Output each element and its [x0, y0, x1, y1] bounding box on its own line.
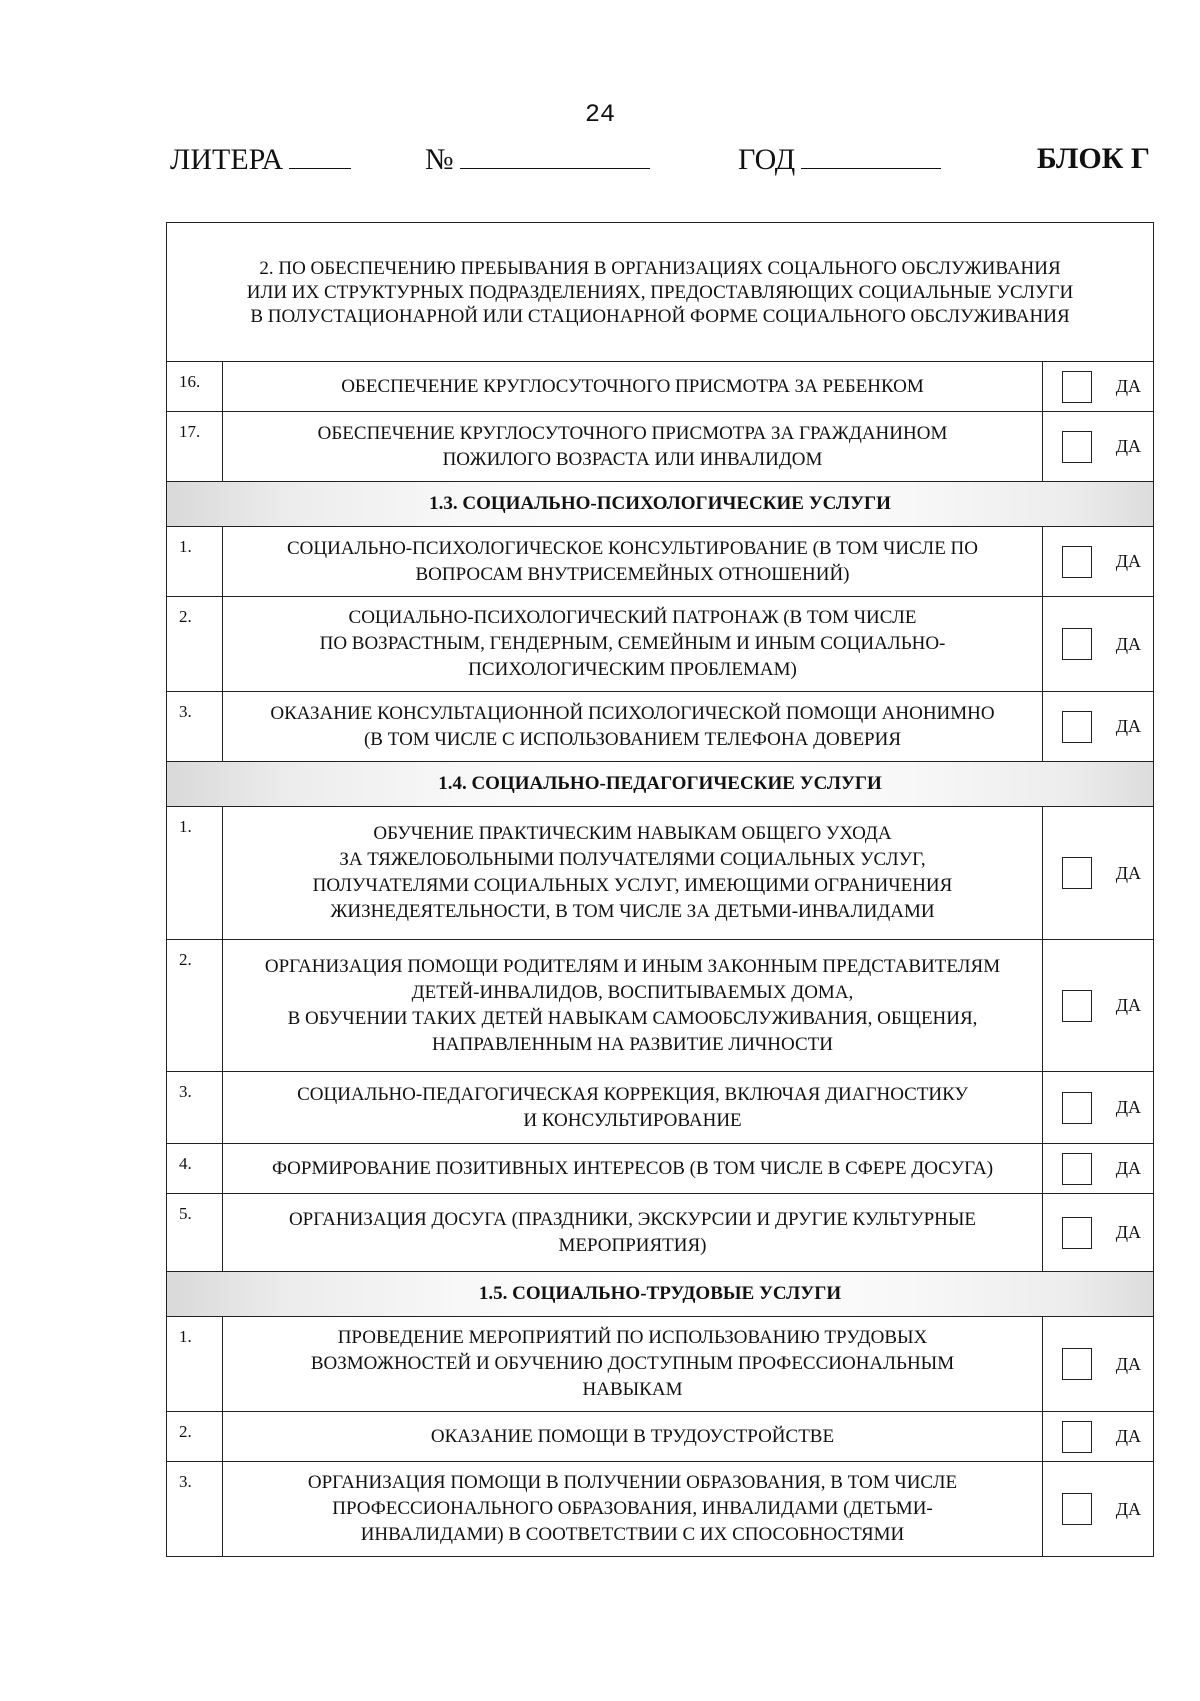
service-description-line: ПОЖИЛОГО ВОЗРАСТА ИЛИ ИНВАЛИДОМ — [442, 448, 823, 470]
service-description-line: (В ТОМ ЧИСЛЕ С ИСПОЛЬЗОВАНИЕМ ТЕЛЕФОНА ДОВЕРИЯ — [363, 728, 902, 750]
row-number: 2. — [167, 940, 223, 1072]
yes-option — [1043, 431, 1153, 463]
row-number: 1. — [167, 807, 223, 940]
check-cell — [1043, 527, 1154, 597]
service-description-line: ПО ВОЗРАСТНЫМ, ГЕНДЕРНЫМ, СЕМЕЙНЫМ И ИНЫМ СОЦИАЛЬНО- — [319, 633, 946, 654]
yes-checkbox[interactable] — [1062, 546, 1092, 578]
row-number: 2. — [167, 1412, 223, 1462]
row-number: 5. — [167, 1194, 223, 1272]
service-description-line: ПРОФЕССИОНАЛЬНОГО ОБРАЗОВАНИЯ, ИНВАЛИДАМИ (ДЕТЬМИ- — [332, 1498, 933, 1519]
yes-label: ДА — [1115, 1353, 1142, 1374]
service-row — [167, 692, 1154, 762]
intro-line: В ПОЛУСТАЦИОНАРНОЙ ИЛИ СТАЦИОНАРНОЙ ФОРМЕ СОЦИАЛЬНОГО ОБСЛУЖИВАНИЯ — [250, 306, 1070, 327]
row-number: 17. — [167, 412, 223, 482]
service-description-line: СОЦИАЛЬНО-ПСИХОЛОГИЧЕСКОЕ КОНСУЛЬТИРОВАНИЕ (В ТОМ ЧИСЛЕ ПО — [287, 537, 978, 559]
row-number: 3. — [167, 1072, 223, 1144]
service-row — [167, 362, 1154, 412]
section-row — [167, 1272, 1154, 1317]
service-description-line: НАВЫКАМ — [582, 1379, 683, 1400]
service-description-line: ЖИЗНЕДЕЯТЕЛЬНОСТИ, В ТОМ ЧИСЛЕ ЗА ДЕТЬМИ-ИНВАЛИДАМИ — [330, 901, 935, 922]
block-label: БЛОК Г — [1036, 142, 1150, 175]
yes-option — [1043, 711, 1153, 743]
service-description-line: ПОЛУЧАТЕЛЯМИ СОЦИАЛЬНЫХ УСЛУГ, ИМЕЮЩИМИ ОГРАНИЧЕНИЯ — [312, 875, 953, 896]
yes-label: ДА — [1115, 436, 1142, 456]
yes-option — [1043, 1493, 1153, 1525]
service-description — [223, 1412, 1043, 1462]
service-description-line: ОБЕСПЕЧЕНИЕ КРУГЛОСУТОЧНОГО ПРИСМОТРА ЗА ГРАЖДАНИНОМ — [317, 422, 948, 444]
yes-checkbox[interactable] — [1062, 371, 1092, 403]
yes-option — [1043, 371, 1153, 403]
row-number: 4. — [167, 1144, 223, 1194]
service-description — [223, 1072, 1043, 1144]
check-cell — [1043, 1072, 1154, 1144]
service-row — [167, 1072, 1154, 1144]
service-description-line: В ОБУЧЕНИИ ТАКИХ ДЕТЕЙ НАВЫКАМ САМООБСЛУЖИВАНИЯ, ОБЩЕНИЯ, — [287, 1007, 978, 1029]
service-row — [167, 1412, 1154, 1462]
yes-checkbox[interactable] — [1062, 1493, 1092, 1525]
number-field — [425, 142, 650, 177]
check-cell — [1043, 1144, 1154, 1194]
year-field — [738, 142, 941, 177]
yes-checkbox[interactable] — [1062, 857, 1092, 889]
yes-label: ДА — [1115, 1158, 1142, 1178]
service-row — [167, 940, 1154, 1072]
service-description-line: ПРОВЕДЕНИЕ МЕРОПРИЯТИЙ ПО ИСПОЛЬЗОВАНИЮ ТРУДОВЫХ — [337, 1327, 928, 1348]
service-description-line: ОКАЗАНИЕ КОНСУЛЬТАЦИОННОЙ ПСИХОЛОГИЧЕСКОЙ ПОМОЩИ АНОНИМНО — [270, 702, 995, 724]
service-description-line: СОЦИАЛЬНО-ПСИХОЛОГИЧЕСКИЙ ПАТРОНАЖ (В ТОМ ЧИСЛЕ — [348, 607, 917, 628]
section-title: 1.3. СОЦИАЛЬНО-ПСИХОЛОГИЧЕСКИЕ УСЛУГИ — [167, 482, 1154, 527]
service-description-line: ВОПРОСАМ ВНУТРИСЕМЕЙНЫХ ОТНОШЕНИЙ) — [415, 563, 850, 585]
yes-checkbox[interactable] — [1062, 1421, 1092, 1453]
yes-checkbox[interactable] — [1062, 1092, 1092, 1124]
row-number: 1. — [167, 527, 223, 597]
yes-option — [1043, 1153, 1153, 1185]
yes-checkbox[interactable] — [1062, 1348, 1092, 1380]
check-cell — [1043, 1194, 1154, 1272]
yes-label: ДА — [1115, 862, 1142, 883]
yes-label: ДА — [1115, 1426, 1142, 1446]
section-row — [167, 762, 1154, 807]
form-header — [0, 142, 1200, 187]
service-row — [167, 807, 1154, 940]
row-number: 2. — [167, 597, 223, 692]
number-label: № — [425, 143, 454, 176]
service-description-line: ОБЕСПЕЧЕНИЕ КРУГЛОСУТОЧНОГО ПРИСМОТРА ЗА РЕБЕНКОМ — [341, 375, 924, 397]
check-cell — [1043, 597, 1154, 692]
service-description-line: И КОНСУЛЬТИРОВАНИЕ — [523, 1109, 742, 1131]
litera-blank[interactable] — [289, 142, 351, 169]
yes-option — [1043, 1421, 1153, 1453]
yes-option — [1043, 546, 1153, 578]
yes-checkbox[interactable] — [1062, 431, 1092, 463]
yes-label: ДА — [1115, 1097, 1142, 1117]
yes-label: ДА — [1115, 716, 1142, 736]
check-cell — [1043, 692, 1154, 762]
yes-option — [1043, 628, 1153, 660]
page-number: 24 — [584, 100, 615, 129]
yes-option — [1043, 857, 1153, 889]
service-description-line: ДЕТЕЙ-ИНВАЛИДОВ, ВОСПИТЫВАЕМЫХ ДОМА, — [411, 981, 854, 1003]
row-number: 3. — [167, 1462, 223, 1557]
service-description-line: ОБУЧЕНИЕ ПРАКТИЧЕСКИМ НАВЫКАМ ОБЩЕГО УХОДА — [373, 823, 892, 844]
check-cell — [1043, 412, 1154, 482]
service-description-line: МЕРОПРИЯТИЯ) — [558, 1234, 707, 1256]
service-description-line: ОКАЗАНИЕ ПОМОЩИ В ТРУДОУСТРОЙСТВЕ — [430, 1425, 835, 1447]
yes-checkbox[interactable] — [1062, 990, 1092, 1022]
yes-option — [1043, 1348, 1153, 1380]
yes-checkbox[interactable] — [1062, 1217, 1092, 1249]
yes-option — [1043, 1092, 1153, 1124]
service-description — [223, 412, 1043, 482]
service-description — [223, 1462, 1043, 1557]
intro-line: ИЛИ ИХ СТРУКТУРНЫХ ПОДРАЗДЕЛЕНИЯХ, ПРЕДОСТАВЛЯЮЩИХ СОЦИАЛЬНЫЕ УСЛУГИ — [246, 282, 1074, 303]
yes-label: ДА — [1115, 1222, 1142, 1242]
yes-label: ДА — [1115, 995, 1142, 1015]
service-description-line: ФОРМИРОВАНИЕ ПОЗИТИВНЫХ ИНТЕРЕСОВ (В ТОМ ЧИСЛЕ В СФЕРЕ ДОСУГА) — [271, 1157, 994, 1179]
service-row — [167, 527, 1154, 597]
section-row — [167, 482, 1154, 527]
year-blank[interactable] — [801, 142, 941, 169]
yes-label: ДА — [1115, 376, 1142, 396]
service-description-line: ВОЗМОЖНОСТЕЙ И ОБУЧЕНИЮ ДОСТУПНЫМ ПРОФЕССИОНАЛЬНЫМ — [310, 1353, 955, 1374]
yes-checkbox[interactable] — [1062, 628, 1092, 660]
service-description-line: СОЦИАЛЬНО-ПЕДАГОГИЧЕСКАЯ КОРРЕКЦИЯ, ВКЛЮЧАЯ ДИАГНОСТИКУ — [297, 1083, 968, 1105]
service-row — [167, 1144, 1154, 1194]
service-description-line: ИНВАЛИДАМИ) В СООТВЕТСТВИИ С ИХ СПОСОБНОСТЯМИ — [360, 1524, 905, 1545]
check-cell — [1043, 362, 1154, 412]
row-number: 16. — [167, 362, 223, 412]
check-cell — [1043, 940, 1154, 1072]
service-description — [223, 1144, 1043, 1194]
intro-line: 2. ПО ОБЕСПЕЧЕНИЮ ПРЕБЫВАНИЯ В ОРГАНИЗАЦИЯХ СОЦАЛЬНОГО ОБСЛУЖИВАНИЯ — [259, 258, 1061, 279]
yes-option — [1043, 990, 1153, 1022]
yes-checkbox[interactable] — [1062, 1153, 1092, 1185]
service-description — [223, 597, 1043, 692]
service-description — [223, 1194, 1043, 1272]
service-description — [223, 1317, 1043, 1412]
service-row — [167, 597, 1154, 692]
litera-label: ЛИТЕРА — [170, 143, 284, 176]
service-description-line: ПСИХОЛОГИЧЕСКИМ ПРОБЛЕМАМ) — [468, 659, 797, 680]
service-row — [167, 1317, 1154, 1412]
intro-row — [167, 223, 1154, 362]
litera-field — [170, 142, 351, 177]
service-description — [223, 807, 1043, 940]
services-table — [166, 222, 1154, 1557]
service-description — [223, 362, 1043, 412]
yes-checkbox[interactable] — [1062, 711, 1092, 743]
check-cell — [1043, 1462, 1154, 1557]
yes-label: ДА — [1115, 551, 1142, 571]
section-title: 1.4. СОЦИАЛЬНО-ПЕДАГОГИЧЕСКИЕ УСЛУГИ — [167, 762, 1154, 807]
check-cell — [1043, 1412, 1154, 1462]
service-description — [223, 527, 1043, 597]
service-row — [167, 1194, 1154, 1272]
service-description — [223, 692, 1043, 762]
service-description-line: ОРГАНИЗАЦИЯ ДОСУГА (ПРАЗДНИКИ, ЭКСКУРСИИ И ДРУГИЕ КУЛЬТУРНЫЕ — [288, 1208, 977, 1230]
service-row — [167, 412, 1154, 482]
yes-label: ДА — [1115, 1498, 1142, 1519]
check-cell — [1043, 1317, 1154, 1412]
row-number: 1. — [167, 1317, 223, 1412]
service-description-line: ОРГАНИЗАЦИЯ ПОМОЩИ В ПОЛУЧЕНИИ ОБРАЗОВАНИЯ, В ТОМ ЧИСЛЕ — [307, 1472, 958, 1493]
service-description-line: ЗА ТЯЖЕЛОБОЛЬНЫМИ ПОЛУЧАТЕЛЯМИ СОЦИАЛЬНЫХ УСЛУГ, — [339, 849, 926, 870]
service-row — [167, 1462, 1154, 1557]
section-title: 1.5. СОЦИАЛЬНО-ТРУДОВЫЕ УСЛУГИ — [167, 1272, 1154, 1317]
service-description-line: ОРГАНИЗАЦИЯ ПОМОЩИ РОДИТЕЛЯМ И ИНЫМ ЗАКОННЫМ ПРЕДСТАВИТЕЛЯМ — [264, 955, 1001, 977]
yes-option — [1043, 1217, 1153, 1249]
service-description — [223, 940, 1043, 1072]
number-blank[interactable] — [460, 142, 650, 169]
year-label: ГОД — [738, 143, 796, 176]
intro-heading — [167, 223, 1154, 362]
yes-label: ДА — [1115, 633, 1142, 654]
service-description-line: НАПРАВЛЕННЫМ НА РАЗВИТИЕ ЛИЧНОСТИ — [432, 1033, 833, 1055]
check-cell — [1043, 807, 1154, 940]
row-number: 3. — [167, 692, 223, 762]
